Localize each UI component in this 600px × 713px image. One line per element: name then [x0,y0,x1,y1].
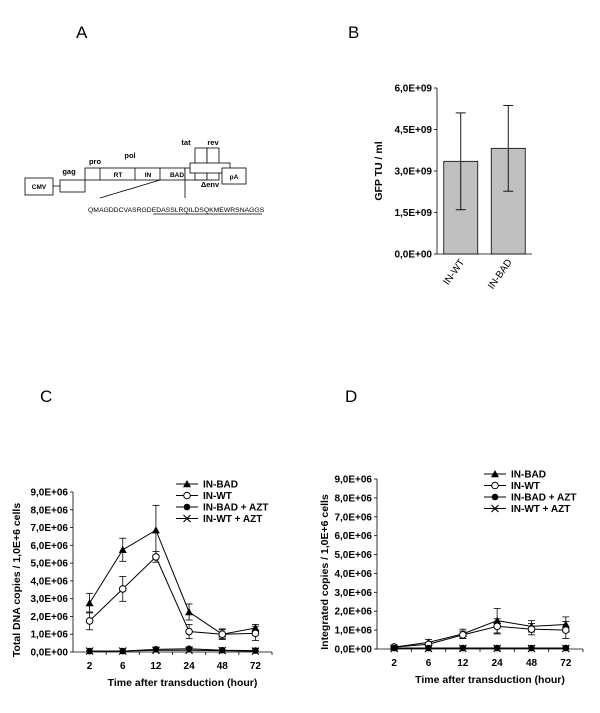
x-tick-label: 72 [560,658,572,669]
x-tick-label: 48 [216,661,228,672]
x-tick-label: IN-BAD [486,257,515,292]
y-tick-label: 9,0E+06 [334,474,372,486]
marker-triangle [185,608,193,615]
zoom-line-left [100,180,160,198]
bad-label: BAD [169,172,185,179]
y-tick-label: 1,0E+06 [30,629,68,641]
y-tick-label: 6,0E+06 [30,540,68,552]
y-tick-label: 4,0E+06 [334,568,372,580]
y-tick-label: 1,0E+06 [334,625,372,637]
legend-label: IN-WT [203,491,232,502]
marker-circle-open [252,630,259,637]
y-axis-title: Integrated copies / 1,0E+6 cells [319,494,331,650]
marker-circle-open [219,631,226,638]
panel-letter-a: A [76,23,88,42]
marker-circle-open [153,554,160,561]
marker-circle-open [186,628,193,635]
y-tick-label: 4,5E+09 [394,125,432,136]
y-tick-label: 1,5E+09 [394,208,432,219]
x-tick-label: 24 [183,661,195,672]
marker-circle-open [494,623,501,630]
x-tick-label: 24 [491,658,503,669]
marker-circle-filled [153,646,160,653]
diagram-labels [32,138,265,214]
series-1 [86,552,259,641]
marker-circle-open [86,618,93,625]
series-line [90,557,256,634]
series-line [90,530,256,634]
marker-circle-filled [186,646,193,653]
y-tick-label: 0,0E+00 [394,249,432,261]
pro-label: pro [88,157,102,166]
marker-circle-open [184,492,191,499]
gag-label: gag [62,167,76,176]
chart-d [319,470,583,687]
y-tick-label: 6,0E+06 [334,531,372,543]
panel-letter-d: D [345,387,358,406]
marker-circle-open [563,627,570,634]
cmv-label: CMV [31,184,47,191]
y-tick-label: 3,0E+06 [334,587,372,599]
y-tick-label: 9,0E+06 [30,487,68,499]
y-tick-label: 6,0E+09 [394,83,432,95]
marker-circle-filled [492,494,499,501]
series-line [90,650,256,651]
x-axis-title: Time after transduction (hour) [415,674,565,686]
legend-label: IN-BAD [511,469,546,481]
legend-label: IN-WT + AZT [203,514,263,525]
pol-label: pol [124,151,136,160]
y-tick-label: 2,0E+06 [30,611,68,623]
gag-box [60,180,85,192]
x-tick-label: 6 [425,658,432,669]
x-tick-label: 12 [150,661,162,672]
marker-circle-open [119,586,126,593]
y-tick-label: 0,0E+00 [30,647,68,659]
y-axis-title: Total DNA copies / 1,0E+6 cells [11,502,23,658]
x-tick-label: 72 [249,661,261,672]
chart-c [11,480,272,690]
legend-label: IN-BAD + AZT [511,492,577,504]
series-1 [391,619,570,651]
x-tick-label: 48 [525,658,538,669]
y-tick-label: 3,0E+09 [394,166,432,178]
x-tick-label: 2 [86,661,93,672]
x-axis-title: Time after transduction (hour) [107,677,258,689]
marker-triangle [86,599,94,606]
vector-diagram [25,148,262,214]
y-axis-title: GFP TU / ml [373,141,385,201]
series-0 [86,505,263,639]
sequence-underlined: ASSLRQILDSQKMEWRSNAGGS [161,207,265,214]
rt-label: RT [113,172,123,179]
tat-label: tat [181,138,191,147]
legend-label: IN-WT [511,481,540,492]
chart-b [373,84,532,292]
x-tick-label: 6 [119,661,126,672]
pa-label: pA [229,174,239,181]
y-tick-label: 5,0E+06 [30,558,68,570]
marker-circle-filled [184,504,191,511]
marker-circle-open [460,632,467,639]
y-tick-label: 8,0E+06 [30,505,68,517]
env-label: Δenv [200,180,220,189]
y-tick-label: 2,0E+06 [334,606,372,618]
x-tick-label: 12 [457,658,469,669]
legend-label: IN-BAD [203,479,238,491]
rev-label: rev [207,138,219,147]
series-line [394,621,566,647]
y-tick-label: 0,0E+00 [334,644,372,656]
sequence-plain: QMAGDDCVASRGDED [88,207,162,214]
panel-letter-b: B [348,23,360,42]
legend-label: IN-BAD + AZT [203,502,269,514]
y-tick-label: 7,0E+06 [334,512,372,524]
marker-circle-open [492,482,499,489]
marker-triangle [119,546,127,553]
y-tick-label: 3,0E+06 [30,594,68,606]
in-label: IN [144,172,152,179]
y-tick-label: 4,0E+06 [30,576,68,588]
x-tick-label: IN-WT [441,257,468,288]
y-tick-label: 8,0E+06 [334,493,372,505]
panel-letter-c: C [40,387,53,406]
sequence-text [88,207,265,214]
x-tick-label: 2 [391,658,397,669]
y-tick-label: 7,0E+06 [30,523,68,535]
y-tick-label: 5,0E+06 [334,550,372,562]
legend-label: IN-WT + AZT [511,504,571,515]
marker-circle-open [528,626,535,633]
marker-triangle [152,526,160,533]
